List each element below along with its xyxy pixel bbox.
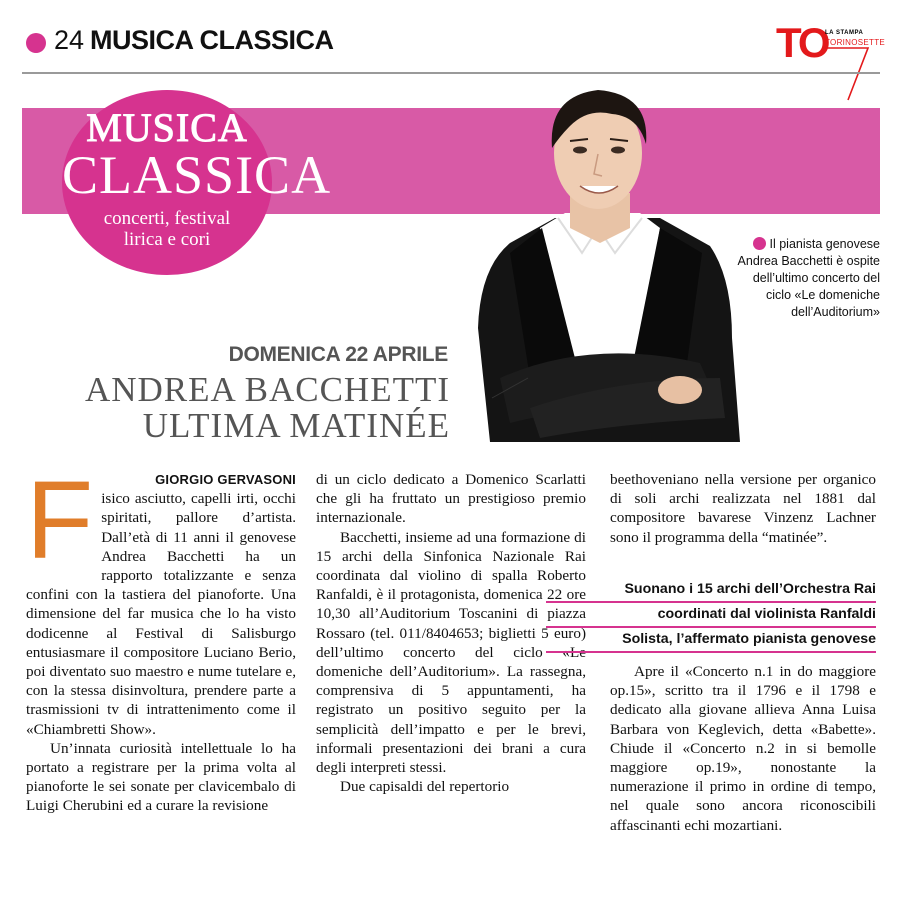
article-paragraph: isico asciutto, capelli irti, occhi spiritati, pallore d’artista. Dall’età di 11 anni il genovese Andrea Bacchetti ha un rapporto totalizzante e senza confini con la tastiera del pianoforte. Una dimensione del far musica che lo ha visto dodicenne al Festival di Salisburgo entusiasmare il compositore Luciano Berio, poi diventato suo maestro e nume tutelare e, con la stessa disinvoltura, prendere parte a trasmissioni tv di intrattenimento come il «Chiambretti Show». (26, 490, 296, 738)
headline-line-1: ANDREA BACCHETTI (84, 370, 450, 409)
section-name: MUSICA CLASSICA (90, 25, 334, 55)
photo-caption (730, 236, 880, 321)
article-column-3 (610, 470, 876, 547)
article-paragraph: Un’innata curiosità intellettuale lo ha portato a registrare per la prima volta al pianoforte le sei sonate per clavicembalo di Luigi Cherubini ed a curare la revisione (26, 739, 296, 815)
torinosette-logo (776, 19, 886, 102)
header-divider (22, 72, 880, 74)
badge-subtitle (62, 208, 272, 250)
pull-quote (546, 578, 876, 653)
article-column-1 (26, 459, 296, 816)
caption-dot-icon (753, 237, 766, 250)
badge-line-3: concerti, festival (103, 208, 231, 229)
section-badge (62, 90, 332, 275)
badge-line-4: lirica e cori (123, 229, 211, 250)
pianist-photo (470, 78, 742, 442)
pull-quote-line-2: coordinati dal violinista Ranfaldi (546, 603, 876, 628)
article-paragraph: Bacchetti, insieme ad una formazione di 15 archi della Sinfonica Nazionale Rai coordinata dal violino di spalla Roberto Ranfaldi, è il protagonista, domenica 22 ore 10,30 all’Auditorium Toscanini di piazza Rossaro (tel. 011/8404653; biglietti 5 euro) dell’ultimo concerto del ciclo «Le domeniche dell’Auditorium». La rassegna, comprensiva di 5 appuntamenti, ha registrato un positivo seguito per la semplicità dell’impatto e per le brevi, informali presentazioni dei brani a cura degli interpreti stessi. (316, 528, 586, 777)
page-number: 24 (54, 25, 85, 55)
pull-quote-line-3: Solista, l’affermato pianista genovese (546, 628, 876, 653)
article-paragraph: di un ciclo dedicato a Domenico Scarlatti che gli ha fruttato un prestigioso premio internazionale. (316, 471, 586, 527)
pull-quote-line-1: Suonano i 15 archi dell’Orchestra Rai (546, 578, 876, 603)
logo-mark: TO (776, 19, 828, 66)
article-column-3-continued (610, 662, 876, 835)
article-paragraph: Due capisaldi del repertorio (340, 778, 510, 796)
logo-brand: LA STAMPA (825, 30, 864, 36)
article-paragraph: beethoveniano nella versione per organico di soli archi realizzata nel 1881 dal compositore bavarese Vinzenz Lachner sono il programma della “matinée”. (610, 471, 876, 546)
badge-line-1: MUSICA (86, 105, 248, 150)
drop-cap: F (26, 459, 94, 582)
article-kicker: DOMENICA 22 APRILE (228, 343, 448, 366)
section-dot-icon (26, 33, 46, 53)
section-title (54, 25, 334, 56)
article-byline: GIORGIO GERVASONI (155, 472, 296, 487)
article-paragraph: Apre il «Concerto n.1 in do maggiore op.15», scritto tra il 1796 e il 1798 e dedicato alla giovane allieva Anna Luisa Barbara von Keglevich, detta «Babette». Chiude il «Concerto n.2 in si bemolle maggiore op.19», nonostante la numerazione il primo in ordine di tempo, nel quale sono ancora riconoscibili affascinanti echi mozartiani. (610, 663, 876, 834)
logo-seven-icon (776, 19, 876, 102)
page-header (0, 0, 900, 76)
logo-name: TORINOSETTE (825, 38, 886, 47)
headline-line-2: ULTIMA MATINÉE (142, 406, 450, 445)
article-headline (22, 372, 450, 444)
badge-line-2: CLASSICA (62, 145, 332, 205)
caption-text: Il pianista genovese Andrea Bacchetti è ospite dell’ultimo concerto del ciclo «Le domeniche dell’Auditorium» (737, 237, 880, 319)
